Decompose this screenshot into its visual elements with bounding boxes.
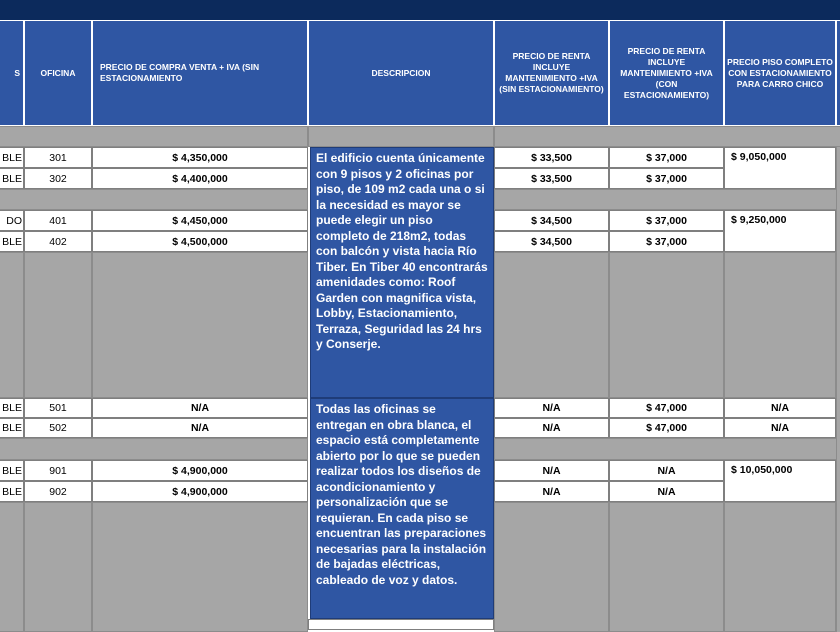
renta-sin-cell: $ 34,500 (494, 210, 609, 231)
spacer-block (494, 502, 609, 632)
piso-completo-cell: $ 9,250,000 (724, 210, 836, 252)
renta-sin-cell: $ 34,500 (494, 231, 609, 252)
piso-completo-cell: N/A (724, 398, 836, 418)
renta-sin-cell: N/A (494, 481, 609, 502)
header-piso-completo: PRECIO PISO COMPLETO CON ESTACIONAMIENTO PARA CARRO CHICO (724, 20, 836, 126)
status-cell: BLE (0, 147, 24, 168)
spacer-row-right (494, 189, 840, 210)
spacer-block (24, 252, 92, 398)
renta-sin-cell: N/A (494, 418, 609, 438)
header-precio-compra: PRECIO DE COMPRA VENTA + IVA (SIN ESTACIONAMIENTO (92, 20, 308, 126)
header-oficina: OFICINA (24, 20, 92, 126)
compra-cell: $ 4,500,000 (92, 231, 308, 252)
compra-cell: $ 4,900,000 (92, 460, 308, 481)
renta-sin-cell: $ 33,500 (494, 147, 609, 168)
spacer-block (494, 252, 609, 398)
compra-cell: N/A (92, 418, 308, 438)
renta-con-cell: $ 47,000 (609, 418, 724, 438)
oficina-cell: 502 (24, 418, 92, 438)
oficina-cell: 902 (24, 481, 92, 502)
spacer-row (0, 189, 308, 210)
renta-sin-cell: $ 33,500 (494, 168, 609, 189)
spacer-block (0, 252, 24, 398)
header-descripcion: DESCRIPCION (308, 20, 494, 126)
renta-con-cell: $ 47,000 (609, 398, 724, 418)
renta-con-cell: $ 37,000 (609, 147, 724, 168)
piso-completo-cell: $ 10,050,000 (724, 460, 836, 502)
descripcion-spacer (308, 126, 494, 147)
oficina-cell: 901 (24, 460, 92, 481)
renta-con-cell: $ 37,000 (609, 231, 724, 252)
compra-cell: $ 4,900,000 (92, 481, 308, 502)
status-cell: BLE (0, 481, 24, 502)
spacer-row (0, 126, 308, 147)
oficina-cell: 301 (24, 147, 92, 168)
piso-completo-cell: N/A (724, 418, 836, 438)
spacer-block (609, 252, 724, 398)
descripcion-edificio: El edificio cuenta únicamente con 9 pisos y 2 oficinas por piso, de 109 m2 cada una o si la necesidad es mayor se puede elegir un piso completo de 218m2, todas con balcón y vista hacia Río Tiber. En Tiber 40 encontrarás amenidades como: Roof Garden con magnifica vista, Lobby, Estacionamiento, Terraza, Seguridad las 24 hrs y Conserje. (310, 147, 494, 398)
header-renta-sin-estacionamiento: PRECIO DE RENTA INCLUYE MANTENIMIENTO +IVA (SIN ESTACIONAMIENTO) (494, 20, 609, 126)
status-cell: DO (0, 210, 24, 231)
right-edge-column (836, 147, 840, 632)
header-renta-con-estacionamiento: PRECIO DE RENTA INCLUYE MANTENIMIENTO +IVA (CON ESTACIONAMIENTO) (609, 20, 724, 126)
oficina-cell: 401 (24, 210, 92, 231)
spacer-block (92, 252, 308, 398)
renta-con-cell: N/A (609, 460, 724, 481)
oficina-cell: 402 (24, 231, 92, 252)
top-bar (0, 0, 840, 20)
header-status: S (0, 20, 24, 126)
spacer-row-right (494, 126, 840, 147)
renta-sin-cell: N/A (494, 398, 609, 418)
compra-cell: N/A (92, 398, 308, 418)
renta-con-cell: $ 37,000 (609, 210, 724, 231)
piso-completo-cell: $ 9,050,000 (724, 147, 836, 189)
spacer-block (609, 502, 724, 632)
spacer-block (724, 252, 836, 398)
status-cell: BLE (0, 418, 24, 438)
status-cell: BLE (0, 231, 24, 252)
status-cell: BLE (0, 398, 24, 418)
status-cell: BLE (0, 168, 24, 189)
compra-cell: $ 4,450,000 (92, 210, 308, 231)
renta-con-cell: $ 37,000 (609, 168, 724, 189)
spacer-block (724, 502, 836, 632)
renta-con-cell: N/A (609, 481, 724, 502)
spacer-block (0, 502, 24, 632)
compra-cell: $ 4,350,000 (92, 147, 308, 168)
descripcion-bottom-cell (308, 619, 494, 630)
status-cell: BLE (0, 460, 24, 481)
spacer-block (92, 502, 308, 632)
header-edge (836, 20, 840, 126)
spacer-row-right (494, 438, 840, 460)
spacer-row (0, 438, 308, 460)
compra-cell: $ 4,400,000 (92, 168, 308, 189)
spacer-block (24, 502, 92, 632)
renta-sin-cell: N/A (494, 460, 609, 481)
oficina-cell: 501 (24, 398, 92, 418)
oficina-cell: 302 (24, 168, 92, 189)
descripcion-obra-blanca: Todas las oficinas se entregan en obra blanca, el espacio está completamente abierto por lo que se pueden realizar todos los diseños de acondicionamiento y personalización que se requieran. En cada piso se encuentran las preparaciones necesarias para la instalación de bajadas eléctricas, cableado de voz y datos. (310, 398, 494, 619)
